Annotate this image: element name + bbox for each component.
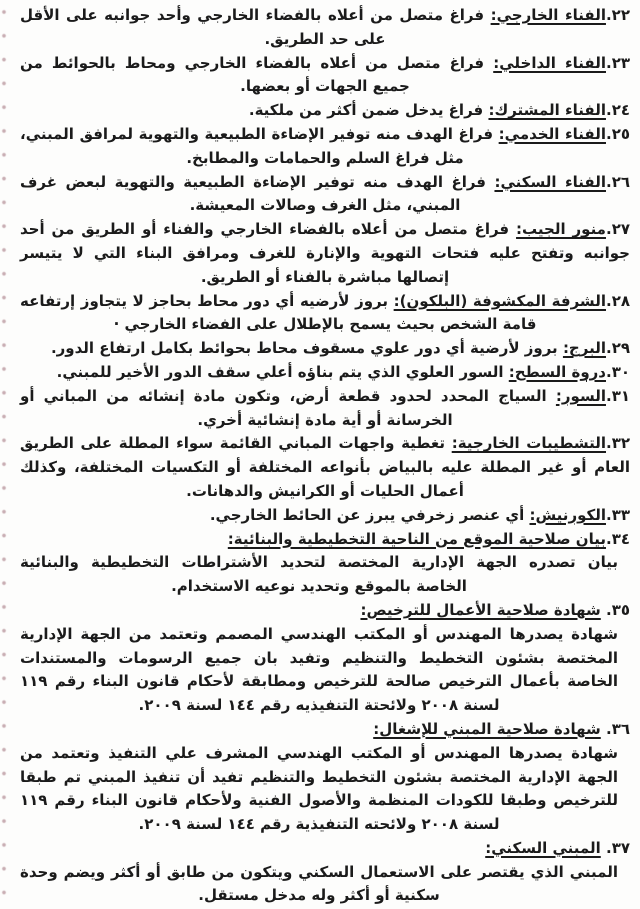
definition-item-٢٦ [20, 171, 630, 219]
item-definition-text: السياج المحدد لحدود قطعة أرض، وتكون مادة إنشائه من المباني أو الخرسانة أو أية مادة إنشائية أخري. [20, 386, 547, 429]
item-number: ٣٧. [600, 838, 630, 857]
item-number: ٢٧. [605, 220, 630, 239]
item-term: الفناء السكني: [494, 172, 606, 191]
definition-item-٢٨ [20, 290, 630, 338]
item-number: ٣٦. [600, 719, 630, 738]
item-definition-text: فراغ متصل من أعلاه بالفضاء الخارجي وأحد جوانبه على الأقل على حد الطريق. [20, 6, 485, 48]
item-definition-text: بيان تصدره الجهة الإدارية المختصة لتحديد الأشتراطات التخطيطية والبنائية الخاصة بالموقع وتحديد نوعيه الاستخدام. [20, 553, 618, 596]
item-number: ٢٨. [605, 291, 630, 310]
definition-item-٣٦ [20, 718, 630, 837]
item-paragraph [20, 4, 630, 52]
item-term: الشرفة المكشوفة (البلكون): [393, 291, 606, 310]
item-term: بيان صلاحية الموقع من الناحية التخطيطية والبنائية: [227, 529, 606, 548]
item-term: المبني السكني: [485, 838, 601, 857]
item-definition-text: أي عنصر زخرفي يبرز عن الحائط الخارجي. [209, 505, 525, 524]
item-paragraph [20, 52, 630, 100]
item-term: التشطيبات الخارجية: [451, 434, 606, 453]
item-number: ٣١. [605, 386, 630, 405]
item-number: ٣٣. [605, 505, 630, 524]
item-heading [20, 718, 630, 742]
item-paragraph [20, 337, 630, 361]
item-number: ٢٥. [605, 124, 630, 143]
item-number: ٢٣. [605, 53, 630, 72]
item-definition-text: فراغ الهدف منه توفير الإضاءة الطبيعية والتهوية لبعض غرف المبني، مثل الغرف وصالات المعيشة. [20, 172, 486, 215]
item-definition-text: تغطية واجهات المباني القائمة سواء المطلة على الطريق العام أو غير المطلة عليه بالبياض بأنواعه المختلفة أو التكسيات المختلفة، وكذلك أعمال الحليات أو الكرانيش والدهانات. [20, 434, 630, 500]
item-paragraph [20, 361, 630, 385]
item-term: الفناء الخدمي: [498, 124, 606, 143]
definition-item-٢٥ [20, 123, 630, 171]
item-definition-text: بروز لأرضية أي دور علوي مسقوف محاط بحوائط بكامل ارتفاع الدور. [50, 339, 558, 358]
item-definition-text: السور العلوي الذي يتم بناؤه أعلي سقف الدور الأخير للمبني. [56, 362, 504, 381]
item-term: الفناء الداخلي: [493, 53, 606, 72]
item-number: ٣٢. [606, 434, 631, 453]
item-term: الكورنيش: [529, 505, 606, 524]
item-paragraph [20, 99, 630, 123]
item-definition-text: المبني الذي يقتصر على الاستعمال السكني ويتكون من طابق أو أكثر ويضم وحدة سكنية أو أكثر وله مدخل مستقل. [20, 862, 618, 905]
item-heading [20, 599, 630, 623]
item-term: السور: [555, 386, 606, 405]
item-definition-text: فراغ متصل من أعلاه بالفضاء الخارجي والفناء أو الطريق من أحد جوانبه وتفتح عليه فتحات التهوية والإنارة للغرف ومرافق البناء التي لا يتيسر إتصالها مباشرة بالفناء أو الطريق. [20, 220, 630, 286]
definition-item-٣٠ [20, 361, 630, 385]
item-paragraph [20, 290, 630, 338]
item-number: ٣٤. [605, 529, 630, 548]
definition-item-٣١ [20, 385, 630, 433]
definitions-list [20, 4, 630, 908]
definition-item-٣٥ [20, 599, 630, 718]
item-number: ٣٥. [600, 600, 630, 619]
item-term: شهادة صلاحية الأعمال للترخيص: [360, 600, 601, 619]
definition-item-٢٧ [20, 218, 630, 289]
item-definition-text: بروز لأرضيه أي دور محاط بحاجز لا يتجاوز إرتفاعه قامة الشخص بحيث يسمح بالإطلال على الفضاء الخارجي · [20, 291, 537, 334]
definition-item-٣٧ [20, 837, 630, 908]
definition-item-٢٣ [20, 52, 630, 100]
item-paragraph [20, 432, 630, 503]
definition-item-٢٢ [20, 4, 630, 52]
item-definition-text: شهادة يصدرها المهندس أو المكتب الهندسي المصمم وتعتمد من الجهة الإدارية المختصة بشئون التخطيط والتنظيم وتفيد بان جميع الرسومات والمستندات الخاصة بأعمال الترخيص صالحة للترخيص ومطابقة لأحكام قانون البناء رقم ١١٩ لسنة ٢٠٠٨ ولائحتة التنفيذيه رقم ١٤٤ لسنة ٢٠٠٩. [20, 624, 618, 715]
item-definition-text: فراغ الهدف منه توفير الإضاءة الطبيعية والتهوية لمرافق المبني، مثل فراغ السلم والحمامات والمطابخ. [20, 124, 494, 167]
item-paragraph [20, 123, 630, 171]
item-paragraph [20, 171, 630, 219]
item-number: ٢٦. [605, 172, 630, 191]
item-paragraph [20, 218, 630, 289]
item-term: منور الجيب: [516, 220, 606, 239]
item-heading [20, 837, 630, 861]
definition-item-٣٤ [20, 528, 630, 599]
definition-item-٣٣ [20, 504, 630, 528]
item-number: ٢٤. [605, 101, 630, 120]
item-paragraph [20, 385, 630, 433]
definition-item-٢٤ [20, 99, 630, 123]
item-term: شهادة صلاحية المبني للإشغال: [373, 719, 601, 738]
scan-edge-perforation-dots [0, 0, 10, 909]
item-number: ٢٢. [605, 6, 630, 24]
item-definition-text: فراغ يدخل ضمن أكثر من ملكية. [248, 101, 484, 120]
item-term: الفناء الخارجي: [490, 6, 606, 24]
item-term: الفناء المشترك: [488, 101, 606, 120]
item-definition-text: فراغ متصل من أعلاه بالفضاء الخارجي ومحاط بالحوائط من جميع الجهات أو بعضها. [20, 53, 485, 96]
item-number: ٢٩. [605, 339, 630, 358]
item-paragraph [20, 504, 630, 528]
item-definition-text: شهادة يصدرها المهندس أو المكتب الهندسي المشرف علي التنفيذ وتعتمد من الجهة الإدارية المختصة بشئون التخطيط والتنظيم تفيد أن تنفيذ المبني تم طبقا للترخيص وطبقا للكودات المنظمة والأصول الفنية ولأحكام قانون البناء رقم ١١٩ لسنة ٢٠٠٨ ولائحته التنفيذية رقم ١٤٤ لسنة ٢٠٠٩. [20, 743, 618, 834]
item-number: ٣٠. [605, 362, 630, 381]
definition-item-٢٩ [20, 337, 630, 361]
item-term: البرج: [562, 339, 606, 358]
definition-item-٣٢ [20, 432, 630, 503]
item-term: دروة السطح: [508, 362, 606, 381]
item-heading [20, 528, 630, 552]
